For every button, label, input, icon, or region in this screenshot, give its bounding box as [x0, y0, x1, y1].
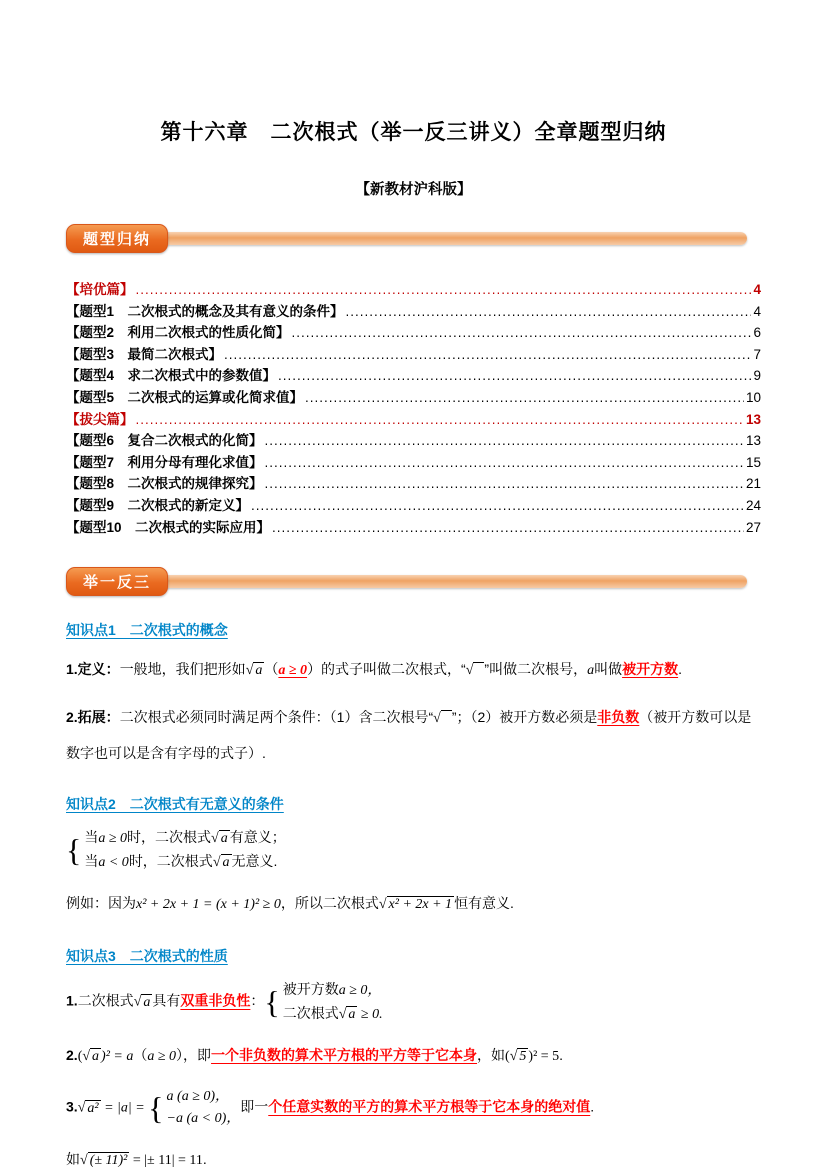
- sqrt-sign: √: [338, 1007, 347, 1023]
- toc-page-number: 7: [753, 346, 761, 362]
- sqrt-sign: √: [378, 897, 387, 913]
- examples-banner-bar: [156, 575, 747, 588]
- piecewise-cases: [148, 1086, 240, 1130]
- radicand: [441, 710, 452, 726]
- toc-leader-dots: [136, 409, 744, 431]
- math-run: )² = a: [101, 1049, 134, 1065]
- emphasis: 非负数: [597, 709, 640, 726]
- sqrt-sign: √: [509, 1049, 518, 1065]
- toc-leader-dots: [278, 365, 751, 387]
- text-run: 被开方数: [282, 981, 339, 998]
- toc-page-number: 24: [745, 497, 761, 513]
- sqrt-sign: √: [82, 1049, 91, 1065]
- emphasis: 被开方数: [622, 661, 679, 678]
- condition: a ≥ 0: [278, 663, 308, 679]
- sqrt-expression: [466, 662, 485, 678]
- sqrt-expression: [78, 1100, 101, 1116]
- radicand: a: [92, 1049, 100, 1065]
- sqrt-expression: [213, 854, 232, 870]
- sqrt-expression: [246, 662, 265, 678]
- sqrt-sign: √: [133, 994, 142, 1010]
- sqrt-expression: [339, 1006, 358, 1022]
- toc-leader-dots: [265, 473, 744, 495]
- toc-page-number: 6: [753, 325, 761, 341]
- toc-entry[interactable]: [66, 473, 761, 495]
- text-run: ：: [250, 992, 265, 1009]
- toc-leader-dots: [265, 430, 744, 452]
- text-run: （被开方数可以是数字也可以是含有字母的式子）.: [66, 709, 752, 762]
- text-run: （: [264, 661, 279, 678]
- emphasis: 一个非负数的算术平方根的平方等于它本身: [211, 1047, 478, 1064]
- math-run: a ≥ 0，: [338, 983, 382, 999]
- text-run: 当: [84, 853, 99, 870]
- toc-entry-label: 【题型9 二次根式的新定义】: [66, 497, 250, 513]
- text-run: ），即: [176, 1047, 212, 1064]
- text-run: 二次根式必须同时满足两个条件：（1）含二次根号“: [119, 709, 434, 726]
- toc-entry-label: 【题型8 二次根式的规律探究】: [66, 476, 263, 492]
- text-run: 叫做: [594, 661, 623, 678]
- sqrt-expression: [379, 896, 454, 912]
- kp2-cases-paragraph: [66, 826, 761, 874]
- case-row: [283, 978, 383, 1002]
- text-run: ）的式子叫做二次根式，“: [307, 661, 466, 678]
- toc-leader-dots: [305, 387, 744, 409]
- text-run: 具有: [152, 992, 181, 1009]
- toc-entry-label: 【题型1 二次根式的概念及其有意义的条件】: [66, 303, 344, 319]
- text-run: .: [678, 661, 682, 678]
- toc-entry-label: 【培优篇】: [66, 282, 134, 297]
- sqrt-sign: √: [433, 711, 441, 727]
- piecewise-cases: [264, 978, 382, 1026]
- toc-entry[interactable]: [66, 430, 761, 452]
- toc-page-number: 4: [753, 303, 761, 319]
- kp1-heading: 知识点1 二次根式的概念: [66, 622, 228, 639]
- toc-entry[interactable]: [66, 365, 761, 387]
- sqrt-sign: √: [211, 831, 219, 847]
- item-number: 2.: [66, 1047, 78, 1064]
- math-run: a ≥ 0: [147, 1049, 177, 1065]
- text-run: 当: [84, 829, 99, 846]
- kp2-heading: 知识点2 二次根式有无意义的条件: [66, 796, 284, 813]
- sqrt-expression: [433, 710, 452, 726]
- definition-label: 1.定义：: [66, 661, 120, 678]
- kp3-property1-paragraph: [66, 978, 761, 1026]
- kp3-property3-paragraph: [66, 1086, 761, 1130]
- math-run: )² = 5: [528, 1049, 560, 1065]
- math-run: (: [505, 1049, 510, 1065]
- toc-page-number: 10: [745, 389, 761, 405]
- text-run: 二次根式: [282, 1005, 339, 1022]
- item-number: 3.: [66, 1098, 78, 1115]
- kp1-definition-paragraph: [66, 652, 761, 688]
- toc-entry-label: 【拔尖篇】: [66, 411, 134, 427]
- text-run: .: [559, 1047, 564, 1064]
- sqrt-expression: [82, 1048, 101, 1064]
- toc-entry-label: 【题型6 复合二次根式的化简】: [66, 433, 263, 449]
- toc-entry[interactable]: [66, 517, 761, 539]
- text-run: ”叫做二次根号，: [484, 661, 588, 678]
- text-run: ，如: [477, 1047, 506, 1064]
- sqrt-expression: [134, 994, 153, 1010]
- toc-leader-dots: [346, 301, 752, 323]
- topics-banner: [66, 223, 761, 253]
- toc-leader-dots: [272, 517, 744, 539]
- text-run: ”；（2）被开方数必须是: [451, 709, 598, 726]
- toc-leader-dots: [292, 322, 752, 344]
- math-run: a ≥ 0: [98, 831, 128, 847]
- sqrt-sign: √: [77, 1100, 86, 1116]
- sqrt-expression: [211, 830, 230, 846]
- toc-entry[interactable]: [66, 279, 761, 301]
- toc-entry-label: 【题型10 二次根式的实际应用】: [66, 519, 271, 535]
- toc-entry-label: 【题型5 二次根式的运算或化简求值】: [66, 389, 304, 405]
- sqrt-sign: √: [212, 855, 221, 871]
- text-run: 二次根式: [77, 992, 134, 1009]
- toc-entry[interactable]: [66, 344, 761, 366]
- math-run: a < 0: [98, 855, 129, 871]
- text-run: .: [202, 1151, 207, 1168]
- toc-entry[interactable]: [66, 409, 761, 431]
- kp3-example-paragraph: [66, 1142, 761, 1169]
- text-run: 即一: [240, 1098, 269, 1115]
- examples-banner: [66, 566, 761, 596]
- radicand: (± 11)²: [89, 1153, 128, 1169]
- math-run: ≥ 0.: [357, 1007, 383, 1023]
- kp3-property2-paragraph: [66, 1038, 761, 1074]
- text-run: 无意义.: [231, 853, 278, 870]
- text-run: 时，二次根式: [128, 853, 213, 870]
- case-row: [283, 1002, 383, 1026]
- toc-entry-label: 【题型7 利用分母有理化求值】: [66, 454, 263, 470]
- toc-entry-label: 【题型3 最简二次根式】: [66, 346, 223, 362]
- radicand: a: [222, 855, 230, 871]
- toc-page-number: 13: [745, 433, 761, 449]
- toc-entry[interactable]: [66, 322, 761, 344]
- case-row: a (a ≥ 0)，: [166, 1089, 230, 1105]
- examples-badge: 举一反三: [66, 567, 168, 596]
- sqrt-sign: √: [465, 663, 474, 679]
- case-row: −a (a < 0)，: [166, 1111, 241, 1127]
- case-row: [84, 826, 285, 850]
- toc-leader-dots: [251, 495, 744, 517]
- text-run: 恒有意义.: [454, 895, 514, 912]
- text-run: 时，二次根式: [127, 829, 212, 846]
- kp1-extension-paragraph: [66, 700, 761, 770]
- toc-leader-dots: [136, 279, 752, 301]
- radicand: x² + 2x + 1: [388, 897, 453, 913]
- radicand: [473, 662, 484, 678]
- math-run: = |a| =: [100, 1100, 149, 1116]
- piecewise-cases: [66, 826, 286, 874]
- extension-label: 2.拓展：: [66, 709, 120, 726]
- toc-entry-label: 【题型2 利用二次根式的性质化简】: [66, 325, 290, 341]
- text-run: 如: [66, 1151, 80, 1168]
- radicand: a: [255, 663, 263, 679]
- kp3-heading: 知识点3 二次根式的性质: [66, 948, 228, 965]
- sqrt-sign: √: [245, 663, 254, 679]
- math-run: = |± 11| = 11: [129, 1153, 203, 1169]
- emphasis: 个任意实数的平方的算术平方根等于它本身的绝对值: [268, 1098, 591, 1115]
- text-run: 例如：因为: [66, 895, 136, 912]
- item-number: 1.: [66, 992, 78, 1009]
- radicand: a: [143, 994, 151, 1010]
- toc-leader-dots: [265, 452, 744, 474]
- radicand: a: [220, 831, 228, 847]
- toc-page-number: 15: [745, 454, 761, 470]
- toc-page-number: 27: [745, 519, 761, 535]
- radicand: a²: [87, 1100, 99, 1116]
- topics-banner-bar: [156, 232, 747, 245]
- toc-leader-dots: [224, 344, 751, 366]
- brace-symbol: {: [66, 832, 82, 869]
- toc-page-number: 4: [753, 282, 761, 297]
- variable: a: [587, 663, 595, 679]
- sqrt-expression: [80, 1152, 129, 1168]
- doc-subtitle: 【新教材沪科版】: [355, 182, 472, 198]
- text-run: 一般地，我们把形如: [119, 661, 246, 678]
- toc-entry[interactable]: [66, 301, 761, 323]
- sqrt-sign: √: [80, 1153, 88, 1169]
- math-run: x² + 2x + 1 = (x + 1)² ≥ 0: [136, 897, 281, 913]
- doc-title: 第十六章 二次根式（举一反三讲义）全章题型归纳: [160, 120, 667, 144]
- kp2-example-paragraph: [66, 886, 761, 922]
- toc-entry[interactable]: [66, 452, 761, 474]
- case-row: [84, 850, 285, 874]
- table-of-contents: [66, 279, 761, 538]
- brace-symbol: {: [264, 984, 280, 1021]
- topics-badge: 题型归纳: [66, 224, 168, 253]
- text-run: 有意义；: [229, 829, 286, 846]
- toc-page-number: 9: [753, 368, 761, 384]
- toc-page-number: 13: [745, 411, 761, 427]
- text-run: ，所以二次根式: [280, 895, 379, 912]
- emphasis: 双重非负性: [180, 992, 251, 1009]
- radicand: 5: [519, 1049, 527, 1065]
- toc-entry-label: 【题型4 求二次根式中的参数值】: [66, 368, 277, 384]
- text-run: （: [133, 1047, 148, 1064]
- toc-entry[interactable]: [66, 387, 761, 409]
- sqrt-expression: [510, 1048, 529, 1064]
- math-run: (: [77, 1049, 83, 1065]
- toc-page-number: 21: [745, 476, 761, 492]
- text-run: .: [590, 1098, 595, 1115]
- radicand: a: [348, 1007, 356, 1023]
- brace-symbol: {: [148, 1090, 164, 1127]
- toc-entry[interactable]: [66, 495, 761, 517]
